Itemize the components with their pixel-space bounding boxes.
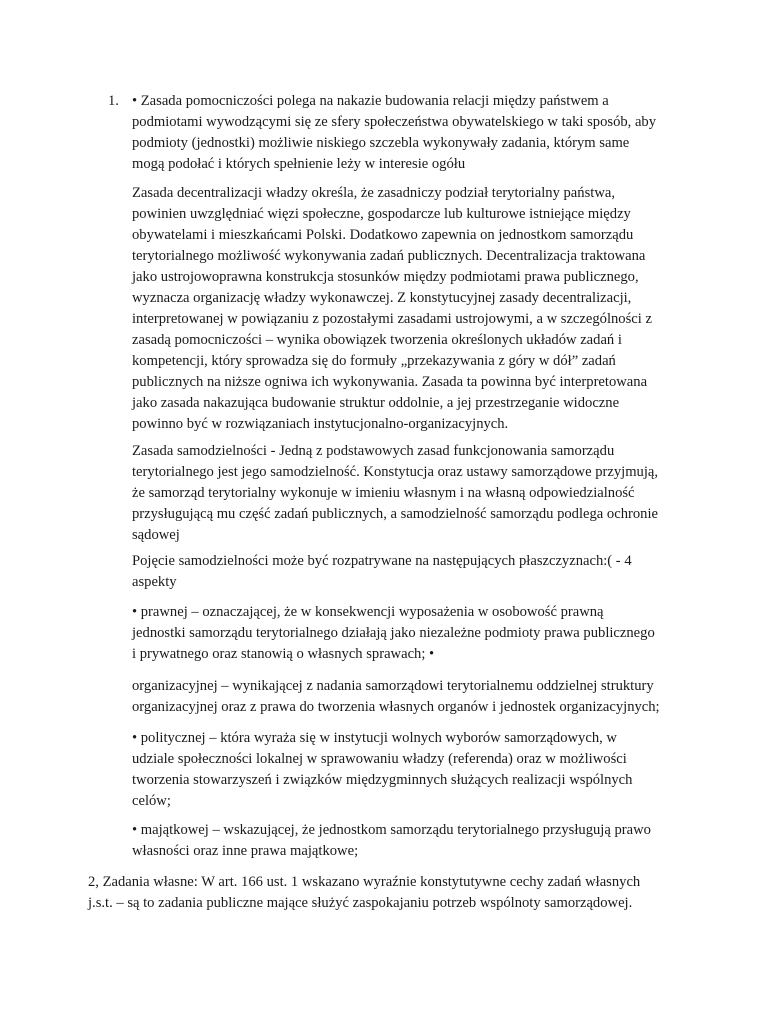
paragraph-pojecie-samodzielnosci: Pojęcie samodzielności może być rozpatrywane na następujących płaszczyznach:( - 4 aspekty [132,553,632,590]
paragraph-zasada-pomocniczosci: • Zasada pomocniczości polega na nakazie budowania relacji między państwem a podmiotami wywodzącymi się ze sfery społeczeństwa obywatelskiego w taki sposób, aby podmioty (jednostki) możliwie niskiego szczebla wykonywały zadania, którym same mogą podołać i których spełnienie leży w interesie ogółu [132,93,657,172]
paragraph-zasada-samodzielnosci: Zasada samodzielności - Jedną z podstawowych zasad funkcjonowania samorządu terytorialnego jest jego samodzielność. Konstytucja oraz ustawy samorządowe przyjmują, że samorząd terytorialny wykonuje w imieniu własnym i na własną odpowiedzialność przysługującą mu część zadań publicznych, a samodzielność samorządu podlega ochronie sądowej [132,443,659,543]
paragraph-aspekt-organizacyjny: organizacyjnej – wynikającej z nadania samorządowi terytorialnemu oddzielnej struktury organizacyjnej oraz z prawa do tworzenia własnych organów i jednostek organizacyjnych; [132,678,660,715]
paragraph-zasada-decentralizacji: Zasada decentralizacji władzy określa, że zasadniczy podział terytorialny państwa, powinien uwzględniać więzi społeczne, gospodarcze lub kulturowe istniejące między obywatelami i mieszkańcami Polski. Dodatkowo zapewnia on jednostkom samorządu terytorialnego możliwość wykonywania zadań publicznych. Decentralizacja traktowana jako ustrojowoprawna konstrukcja stosunków między podmiotami prawa publicznego, wyznacza organizację władzy wykonawczej. Z konstytucyjnej zasady decentralizacji, interpretowanej w powiązaniu z pozostałymi zasadami ustrojowymi, a w szczególności z zasadą pomocniczości – wynika obowiązek tworzenia określonych układów zadań i kompetencji, który sprowadza się do formuły „przekazywania z góry w dół” zadań publicznych na niższe ogniwa ich wykonywania. Zasada ta powinna być interpretowana jako zasada nakazująca budowanie struktur oddolnie, a jej przestrzeganie widoczne powinno być w rozwiązaniach instytucjonalno-organizacyjnych. [132,185,652,432]
paragraph-aspekt-prawny: • prawnej – oznaczającej, że w konsekwencji wyposażenia w osobowość prawną jednostki samorządu terytorialnego działają jako niezależne podmioty prawa publicznego i prywatnego oraz stanowią o własnych sprawach; • [132,604,655,662]
paragraph-zadania-wlasne: 2, Zadania własne: W art. 166 ust. 1 wskazano wyraźnie konstytutywne cechy zadań własnych j.s.t. – są to zadania publiczne mające służyć zaspokajaniu potrzeb wspólnoty samorządowej. [88,874,641,911]
list-item-number: 1. [108,93,119,109]
paragraph-aspekt-polityczny: • politycznej – która wyraża się w instytucji wolnych wyborów samorządowych, w udziale społeczności lokalnej w sprawowaniu władzy (referenda) oraz w możliwości tworzenia stowarzyszeń i związków międzygminnych służących realizacji wspólnych celów; [132,730,633,809]
paragraph-aspekt-majatkowy: • majątkowej – wskazującej, że jednostkom samorządu terytorialnego przysługują prawo własności oraz inne prawa majątkowe; [132,822,651,859]
